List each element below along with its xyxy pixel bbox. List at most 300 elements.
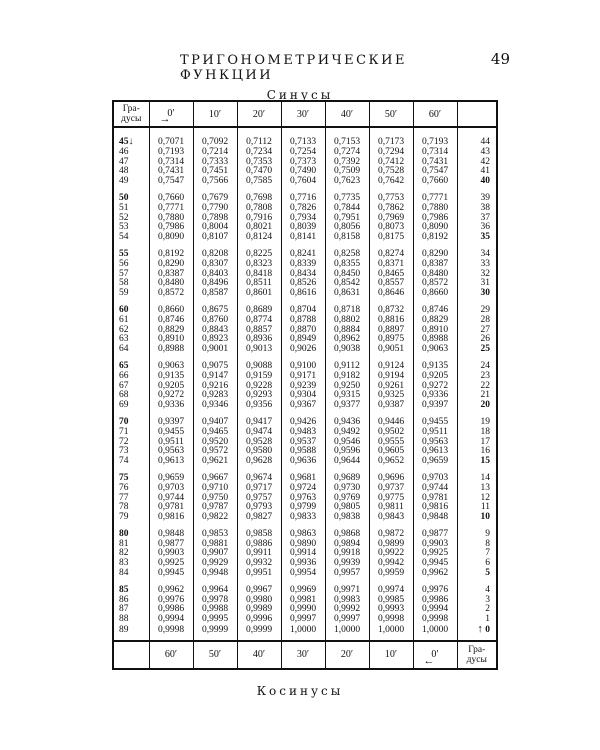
value-cell: 0,8056 (325, 223, 369, 233)
sine-degree-value: 49 (119, 176, 129, 187)
value-cell: 0,9848 (413, 513, 457, 526)
cosine-degree-cell (457, 470, 497, 484)
value-cell: 0,8526 (281, 279, 325, 289)
sine-degree-value: 73 (119, 446, 129, 457)
value-cell: 0,8465 (369, 270, 413, 280)
value-cell: 0,8241 (281, 246, 325, 260)
value-cell: 0,9135 (149, 372, 193, 382)
sine-degree-value: 64 (119, 344, 129, 355)
value-cell: 0,7880 (149, 214, 193, 224)
value-cell: 0,8746 (149, 316, 193, 326)
value-cell: 0,9205 (413, 372, 457, 382)
value-cell: 0,9998 (369, 615, 413, 625)
value-cell: 1,0000 (281, 625, 325, 641)
value-cell: 0,9971 (325, 582, 369, 596)
value-cell: 0,9998 (149, 625, 193, 641)
value-cell: 1,0000 (325, 625, 369, 641)
value-cell: 0,8387 (149, 270, 193, 280)
value-cell: 0,9799 (281, 503, 325, 513)
sine-degree-value: 87 (119, 604, 129, 615)
value-cell: 0,9026 (281, 345, 325, 358)
value-cell: 0,9976 (149, 596, 193, 606)
value-cell: 0,7660 (149, 190, 193, 204)
value-cell: 0,9205 (149, 382, 193, 392)
minute-header-bottom (149, 641, 193, 669)
minute-label: 10′ (384, 649, 398, 661)
value-cell: 0,8816 (369, 316, 413, 326)
sine-degree-value: 59 (119, 288, 129, 299)
value-cell: 0,9990 (281, 605, 325, 615)
value-cell: 0,7660 (413, 177, 457, 190)
minute-header-bottom (325, 641, 369, 669)
value-cell: 0,9377 (325, 401, 369, 414)
value-cell: 0,8418 (237, 270, 281, 280)
degrees-header-top-right (457, 101, 497, 127)
value-cell: 0,9272 (149, 391, 193, 401)
sine-degree-cell (113, 358, 149, 372)
value-cell: 0,9969 (281, 582, 325, 596)
value-cell: 0,8689 (237, 302, 281, 316)
value-cell: 0,7193 (149, 148, 193, 158)
value-cell: 0,9750 (193, 494, 237, 504)
value-cell: 0,9964 (193, 582, 237, 596)
value-cell: 0,9890 (281, 540, 325, 550)
cosine-degree-cell (457, 391, 497, 401)
minute-header-top (369, 101, 413, 127)
value-cell: 0,9063 (413, 345, 457, 358)
value-cell: 0,8718 (325, 302, 369, 316)
value-cell: 0,7451 (193, 167, 237, 177)
value-cell: 0,7528 (369, 167, 413, 177)
value-cell: 0,8290 (413, 246, 457, 260)
sine-degree-value: 79 (119, 512, 129, 523)
value-cell: 0,7986 (413, 214, 457, 224)
table-row (113, 414, 497, 428)
sine-degree-cell (113, 414, 149, 428)
value-cell: 0,8192 (149, 246, 193, 260)
value-cell: 0,7844 (325, 204, 369, 214)
value-cell: 0,9171 (281, 372, 325, 382)
cosine-degree-cell (457, 223, 497, 233)
value-cell: 0,9986 (413, 596, 457, 606)
value-cell: 0,9989 (237, 605, 281, 615)
value-cell: 0,8884 (325, 326, 369, 336)
cosine-degree-cell (457, 382, 497, 392)
value-cell: 0,9988 (193, 605, 237, 615)
value-cell: 0,9261 (369, 382, 413, 392)
degrees-footer-left (113, 641, 149, 669)
value-cell: 0,9843 (369, 513, 413, 526)
cosine-degree-cell (457, 549, 497, 559)
minute-label: 30′ (296, 649, 310, 661)
cosine-degree-cell (457, 316, 497, 326)
value-cell: 0,9511 (149, 438, 193, 448)
value-cell: 0,9667 (193, 470, 237, 484)
value-cell: 0,7585 (237, 177, 281, 190)
table-caption-top: Синусы (266, 88, 334, 102)
value-cell: 0,7826 (281, 204, 325, 214)
sine-degree-value: 56 (119, 258, 129, 269)
value-cell: 0,9580 (237, 447, 281, 457)
value-cell: 0,8572 (413, 279, 457, 289)
value-cell: 0,9293 (237, 391, 281, 401)
value-cell: 0,9877 (149, 540, 193, 550)
degrees-label-line1: Гра- (468, 644, 486, 655)
value-cell: 0,8732 (369, 302, 413, 316)
sine-degree-cell (113, 127, 149, 148)
value-cell: 0,7173 (369, 127, 413, 148)
value-cell: 0,9894 (325, 540, 369, 550)
value-cell: 0,7071 (149, 127, 193, 148)
cosine-degree-value: 34 (480, 248, 490, 259)
sine-degree-value: 54 (119, 232, 129, 243)
value-cell: 0,9689 (325, 470, 369, 484)
cosine-degree-cell (457, 233, 497, 246)
cosine-degree-value: 42 (480, 156, 490, 167)
value-cell: 0,9872 (369, 526, 413, 540)
value-cell: 0,9787 (193, 503, 237, 513)
value-cell: 0,9881 (193, 540, 237, 550)
value-cell: 0,9858 (237, 526, 281, 540)
value-cell: 0,9805 (325, 503, 369, 513)
value-cell: 0,8387 (413, 260, 457, 270)
value-cell: 0,9744 (149, 494, 193, 504)
value-cell: 0,9250 (325, 382, 369, 392)
table-row (113, 345, 497, 358)
value-cell: 0,9659 (149, 470, 193, 484)
sine-degree-value: 48 (119, 166, 129, 177)
value-cell: 0,8158 (325, 233, 369, 246)
value-cell: 0,8004 (193, 223, 237, 233)
cosine-degree-value: 9 (485, 528, 490, 539)
cosine-degree-cell (457, 326, 497, 336)
cosine-degree-value: 4 (485, 584, 490, 595)
value-cell: 0,9588 (281, 447, 325, 457)
sine-degree-cell (113, 625, 149, 641)
value-cell: 0,9922 (369, 549, 413, 559)
cosine-degree-value: 27 (480, 324, 490, 335)
cosine-degree-cell (457, 335, 497, 345)
cosine-degree-value: 22 (480, 380, 490, 391)
minute-header-bottom (193, 641, 237, 669)
value-cell: 0,9455 (413, 414, 457, 428)
value-cell: 0,8090 (149, 233, 193, 246)
sine-degree-value: 61 (119, 314, 129, 325)
value-cell: 0,8746 (413, 302, 457, 316)
value-cell: 0,9957 (325, 569, 369, 582)
sine-degree-value: 66 (119, 370, 129, 381)
cosine-degree-value: 23 (480, 370, 490, 381)
arrow-down-icon: ↓ (128, 136, 134, 147)
cosine-degree-value: 24 (480, 360, 490, 371)
value-cell: 0,9147 (193, 372, 237, 382)
value-cell: 0,8258 (325, 246, 369, 260)
sine-degree-value: 77 (119, 492, 129, 503)
sine-degree-value: 67 (119, 380, 129, 391)
value-cell: 0,9942 (369, 559, 413, 569)
value-cell: 0,7916 (237, 214, 281, 224)
value-cell: 0,9426 (281, 414, 325, 428)
cosine-degree-value: 13 (480, 482, 490, 493)
value-cell: 0,7294 (369, 148, 413, 158)
value-cell: 0,8371 (369, 260, 413, 270)
sine-degree-cell (113, 289, 149, 302)
value-cell: 0,9013 (237, 345, 281, 358)
cosine-degree-value: 11 (480, 502, 490, 513)
sine-degree-value: 86 (119, 594, 129, 605)
value-cell: 0,7698 (237, 190, 281, 204)
value-cell: 0,7274 (325, 148, 369, 158)
sine-degree-cell (113, 345, 149, 358)
value-cell: 0,8307 (193, 260, 237, 270)
cosine-degree-cell (457, 596, 497, 606)
value-cell: 0,7735 (325, 190, 369, 204)
value-cell: 0,8587 (193, 289, 237, 302)
cosine-degree-cell (457, 582, 497, 596)
value-cell: 0,9838 (325, 513, 369, 526)
cosine-degree-value: 35 (480, 232, 490, 243)
value-cell: 0,9730 (325, 484, 369, 494)
value-cell: 0,7112 (237, 127, 281, 148)
cosine-degree-value: 1 (485, 614, 490, 625)
value-cell: 0,9436 (325, 414, 369, 428)
minute-header-top (281, 101, 325, 127)
value-cell: 0,9886 (237, 540, 281, 550)
degrees-label-line2: дусы (121, 114, 142, 124)
value-cell: 0,7490 (281, 167, 325, 177)
degrees-corner-bottom (457, 641, 497, 669)
table-row (113, 190, 497, 204)
value-cell: 0,9781 (149, 503, 193, 513)
value-cell: 0,8675 (193, 302, 237, 316)
cosine-degree-cell (457, 513, 497, 526)
value-cell: 0,9914 (281, 549, 325, 559)
minute-header-top (237, 101, 281, 127)
minute-header-bottom (369, 641, 413, 669)
table-row (113, 569, 497, 582)
value-cell: 0,7509 (325, 167, 369, 177)
value-cell: 0,9903 (413, 540, 457, 550)
sine-degree-cell (113, 302, 149, 316)
sine-degree-value: 45 (119, 137, 129, 147)
value-cell: 0,9112 (325, 358, 369, 372)
sine-degree-value: 82 (119, 548, 129, 559)
value-cell: 0,7431 (149, 167, 193, 177)
sine-degree-value: 71 (119, 426, 129, 437)
sine-degree-value: 53 (119, 222, 129, 233)
value-cell: 0,9636 (281, 457, 325, 470)
value-cell: 0,9929 (193, 559, 237, 569)
value-cell: 0,7880 (413, 204, 457, 214)
cosine-degree-value: 3 (485, 594, 490, 605)
value-cell: 0,8870 (281, 326, 325, 336)
value-cell: 0,9520 (193, 438, 237, 448)
value-cell: 0,9925 (413, 549, 457, 559)
value-cell: 0,7412 (369, 158, 413, 168)
sine-degree-value: 55 (119, 248, 129, 259)
value-cell: 0,9985 (369, 596, 413, 606)
sine-degree-value: 50 (119, 192, 129, 203)
cosine-degree-value: 8 (485, 538, 490, 549)
cosine-degree-cell (457, 148, 497, 158)
value-cell: 0,8988 (149, 345, 193, 358)
value-cell: 0,9407 (193, 414, 237, 428)
value-cell: 0,8141 (281, 233, 325, 246)
value-cell: 0,7373 (281, 158, 325, 168)
cosine-degree-value: 10 (480, 512, 490, 523)
value-cell: 0,9994 (149, 615, 193, 625)
value-cell: 0,9644 (325, 457, 369, 470)
value-cell: 0,9954 (281, 569, 325, 582)
minute-label: 40′ (340, 108, 354, 120)
value-cell: 0,9980 (237, 596, 281, 606)
table-footer-row (113, 641, 497, 669)
cosine-degree-cell (457, 484, 497, 494)
value-cell: 0,9159 (237, 372, 281, 382)
minute-label: 40′ (252, 649, 266, 661)
cosine-degree-cell (457, 605, 497, 615)
value-cell: 0,9194 (369, 372, 413, 382)
value-cell: 0,9974 (369, 582, 413, 596)
minute-label: 50′ (208, 649, 222, 661)
value-cell: 0,9899 (369, 540, 413, 550)
sine-degree-cell (113, 526, 149, 540)
sine-degree-value: 83 (119, 558, 129, 569)
cosine-degree-cell (457, 569, 497, 582)
value-cell: 0,9356 (237, 401, 281, 414)
cosine-degree-value: 16 (480, 446, 490, 457)
sine-degree-value: 85 (119, 584, 129, 595)
value-cell: 0,7771 (149, 204, 193, 214)
value-cell: 0,9997 (281, 615, 325, 625)
value-cell: 0,7604 (281, 177, 325, 190)
value-cell: 0,9474 (237, 428, 281, 438)
value-cell: 0,8631 (325, 289, 369, 302)
sine-degree-cell (113, 513, 149, 526)
cosine-degree-value: 25 (480, 344, 490, 355)
value-cell: 0,8192 (413, 233, 457, 246)
table-row (113, 625, 497, 641)
value-cell: 0,7470 (237, 167, 281, 177)
value-cell: 0,8616 (281, 289, 325, 302)
value-cell: 0,9951 (237, 569, 281, 582)
sine-degree-cell (113, 569, 149, 582)
value-cell: 0,7679 (193, 190, 237, 204)
value-cell: 0,9967 (237, 582, 281, 596)
value-cell: 0,7153 (325, 127, 369, 148)
value-cell: 0,7642 (369, 177, 413, 190)
table-row (113, 457, 497, 470)
value-cell: 0,9228 (237, 382, 281, 392)
value-cell: 0,9769 (325, 494, 369, 504)
sine-degree-cell (113, 457, 149, 470)
value-cell: 0,9737 (369, 484, 413, 494)
cosine-degree-cell (457, 260, 497, 270)
minute-label: 0′ (167, 108, 175, 119)
value-cell: 0,8290 (149, 260, 193, 270)
value-cell: 0,8090 (413, 223, 457, 233)
value-cell: 0,8208 (193, 246, 237, 260)
value-cell: 0,9075 (193, 358, 237, 372)
value-cell: 0,9781 (413, 494, 457, 504)
value-cell: 0,9945 (413, 559, 457, 569)
table-row (113, 526, 497, 540)
value-cell: 0,9903 (149, 549, 193, 559)
value-cell: 0,7862 (369, 204, 413, 214)
value-cell: 0,9387 (369, 401, 413, 414)
value-cell: 0,9367 (281, 401, 325, 414)
value-cell: 0,8829 (413, 316, 457, 326)
value-cell: 0,9811 (369, 503, 413, 513)
sine-degree-value: 46 (119, 146, 129, 157)
value-cell: 0,8021 (237, 223, 281, 233)
value-cell: 0,9848 (149, 526, 193, 540)
table-row (113, 615, 497, 625)
sine-degree-value: 88 (119, 614, 129, 625)
value-cell: 0,7314 (413, 148, 457, 158)
cosine-degree-value: 2 (485, 604, 490, 615)
sine-degree-value: 63 (119, 334, 129, 345)
cosine-degree-cell (457, 127, 497, 148)
value-cell: 0,9925 (149, 559, 193, 569)
value-cell: 0,9674 (237, 470, 281, 484)
value-cell: 0,8434 (281, 270, 325, 280)
value-cell: 0,8910 (413, 326, 457, 336)
value-cell: 0,9853 (193, 526, 237, 540)
cosine-degree-value: 5 (485, 568, 490, 579)
value-cell: 0,9325 (369, 391, 413, 401)
arrow-up-icon: ↑ (477, 623, 483, 636)
value-cell: 0,9613 (149, 457, 193, 470)
table-row (113, 127, 497, 148)
value-cell: 0,9100 (281, 358, 325, 372)
sine-degree-value: 60 (119, 304, 129, 315)
table-row (113, 302, 497, 316)
value-cell: 0,8857 (237, 326, 281, 336)
cosine-degree-value: 19 (480, 416, 490, 427)
value-cell: 0,9182 (325, 372, 369, 382)
value-cell: 0,8511 (237, 279, 281, 289)
value-cell: 0,7771 (413, 190, 457, 204)
value-cell: 0,9983 (325, 596, 369, 606)
value-cell: 0,9978 (193, 596, 237, 606)
cosine-degree-cell (457, 625, 497, 641)
table-row (113, 289, 497, 302)
value-cell: 0,9315 (325, 391, 369, 401)
sine-degree-cell (113, 401, 149, 414)
cosine-degree-cell (457, 503, 497, 513)
cosine-degree-cell (457, 167, 497, 177)
sine-cosine-table (112, 100, 498, 670)
value-cell: 0,8962 (325, 335, 369, 345)
page-header (180, 50, 510, 83)
value-cell: 0,8542 (325, 279, 369, 289)
cosine-degree-cell (457, 190, 497, 204)
value-cell: 0,9555 (369, 438, 413, 448)
cosine-degree-value: 36 (480, 222, 490, 233)
value-cell: 0,8175 (369, 233, 413, 246)
value-cell: 0,9763 (281, 494, 325, 504)
cosine-degree-cell (457, 447, 497, 457)
value-cell: 0,9628 (237, 457, 281, 470)
table-row (113, 233, 497, 246)
value-cell: 0,8829 (149, 326, 193, 336)
value-cell: 0,9272 (413, 382, 457, 392)
value-cell: 0,9911 (237, 549, 281, 559)
value-cell: 0,8480 (149, 279, 193, 289)
minute-header-top (413, 101, 457, 127)
cosine-degree-cell (457, 302, 497, 316)
